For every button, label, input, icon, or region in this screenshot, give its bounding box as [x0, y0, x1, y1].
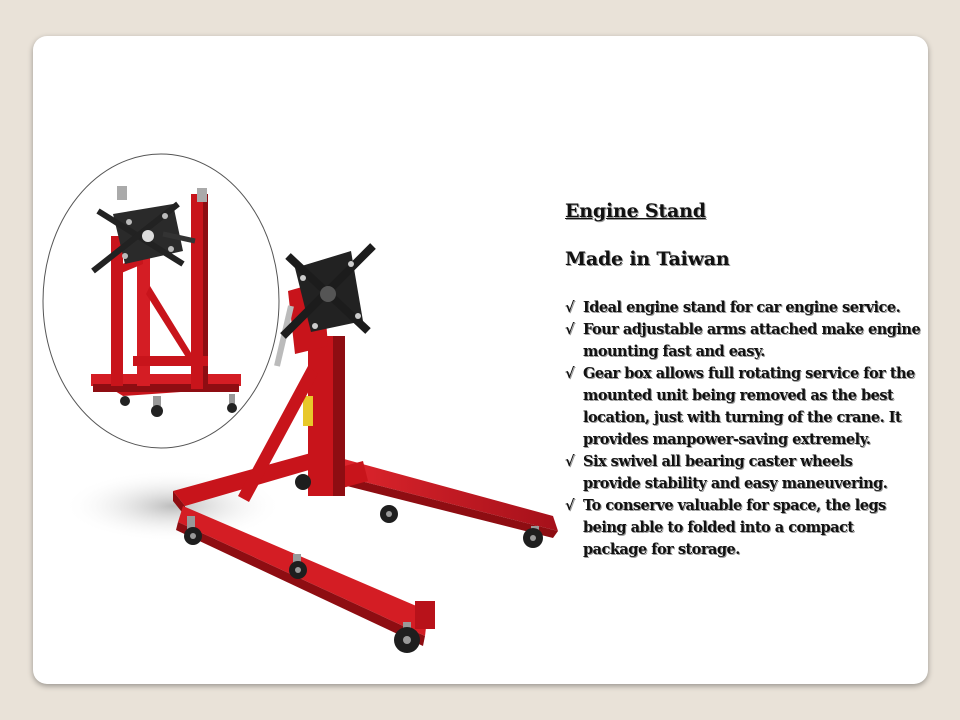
feature-item: √ To conserve valuable for space, the legs being able to folded into a compact package for storage. [565, 497, 886, 558]
product-description [565, 200, 925, 561]
feature-list [565, 297, 925, 561]
check-icon: √ [565, 365, 575, 382]
check-icon: √ [565, 321, 575, 338]
check-icon: √ [565, 299, 575, 316]
check-icon: √ [565, 497, 575, 514]
check-icon: √ [565, 453, 575, 470]
feature-item: √ Six swivel all bearing caster wheels provide stability and easy maneuvering. [565, 453, 888, 492]
origin-subtitle: Made in Taiwan [565, 248, 730, 270]
slide [33, 36, 928, 684]
engine-stand-folded-photo [43, 154, 279, 448]
product-title: Engine Stand [565, 200, 706, 222]
feature-item: √ Ideal engine stand for car engine service. [565, 297, 925, 319]
feature-item: √ Gear box allows full rotating service for the mounted unit being removed as the best location, just with turning of the crane. It provides manpower-saving extremely. [565, 365, 915, 448]
feature-item: √ Four adjustable arms attached make engine mounting fast and easy. [565, 321, 921, 360]
